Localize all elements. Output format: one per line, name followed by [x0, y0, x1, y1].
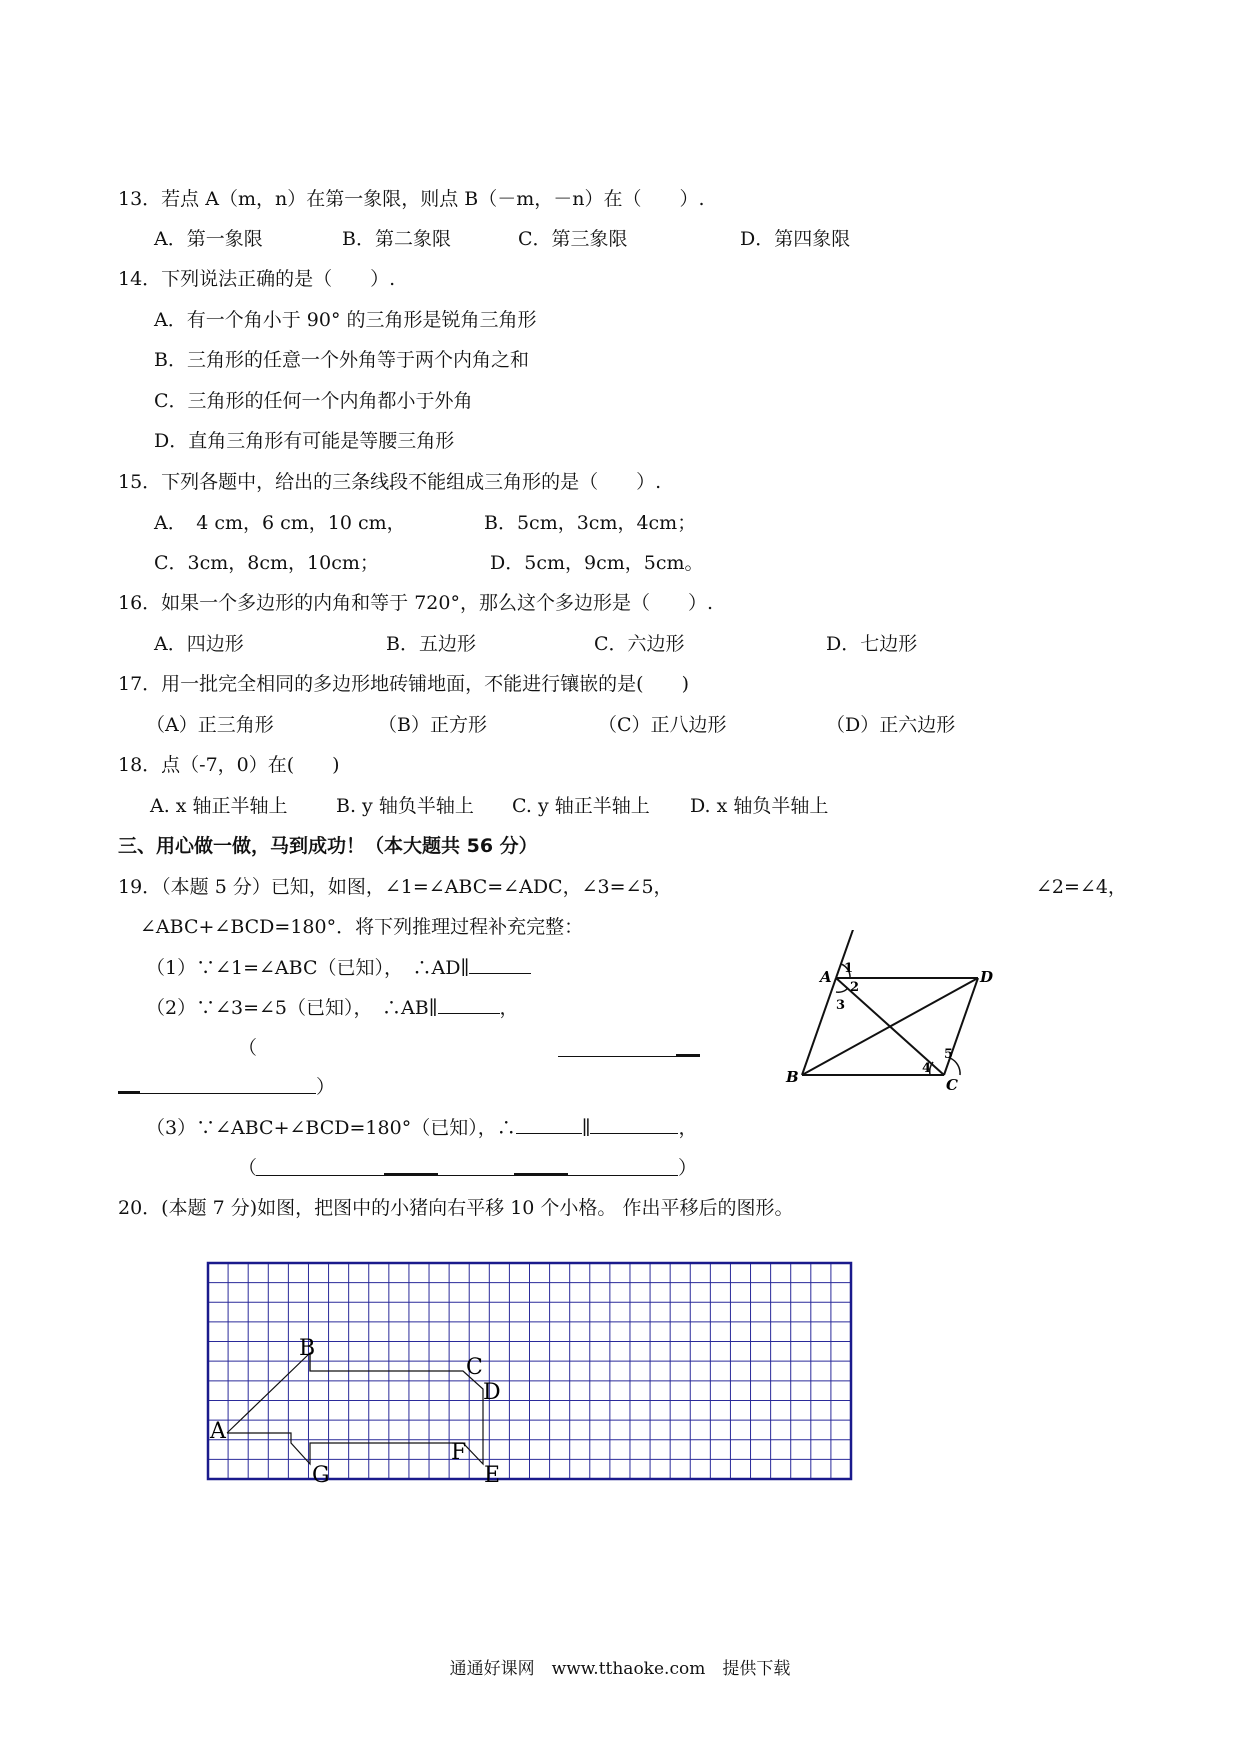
q19-step3-end: ， — [678, 1117, 698, 1139]
q19-step2 — [146, 995, 519, 1021]
q19-reason3-close: ） — [678, 1157, 698, 1179]
q20-grid-figure — [200, 1255, 870, 1487]
q19-reason3-blank[interactable] — [256, 1175, 678, 1176]
pig-shape — [227, 1353, 483, 1464]
figure-label-angle-5: 5 — [944, 1047, 954, 1062]
q16-option-a: A．四边形 — [154, 633, 244, 655]
q19-stem-right: ∠2=∠4， — [1036, 876, 1127, 898]
q13-option-b: B．第二象限 — [342, 228, 451, 250]
figure-label-a: A — [820, 968, 832, 986]
q19-step2-text: （2）∵∠3=∠5（已知）， ∴AB∥ — [146, 997, 438, 1019]
grid-label-c: C — [466, 1355, 483, 1380]
q16-option-c: C．六边形 — [594, 633, 685, 655]
q16-stem: 16．如果一个多边形的内角和等于 720°，那么这个多边形是（ ）. — [118, 592, 714, 614]
q14-option-c: C．三角形的任何一个内角都小于外角 — [154, 390, 473, 412]
q13-option-c: C．第三象限 — [518, 228, 628, 250]
q18-option-b: B. y 轴负半轴上 — [336, 795, 474, 817]
q16-option-d: D．七边形 — [826, 633, 918, 655]
grid-lines — [208, 1263, 851, 1479]
q18-option-c: C. y 轴正半轴上 — [512, 795, 650, 817]
q19-parallelogram-figure — [780, 930, 1010, 1100]
q19-step3-blank-b[interactable] — [590, 1115, 678, 1134]
q19-step3-blank-a[interactable] — [516, 1115, 582, 1134]
q18-stem: 18．点（-7，0）在( ) — [118, 754, 340, 776]
q15-option-b: B．5cm，3cm，4cm； — [484, 512, 697, 534]
q13-option-a: A．第一象限 — [154, 228, 263, 250]
q14-option-d: D．直角三角形有可能是等腰三角形 — [154, 430, 455, 452]
q19-step3-parallel: ∥ — [581, 1117, 591, 1139]
q17-option-d: （D）正六边形 — [826, 714, 956, 736]
q19-reason2-blank-mark — [676, 1054, 700, 1057]
figure-label-angle-3: 3 — [836, 998, 846, 1013]
q14-option-a: A．有一个角小于 90° 的三角形是锐角三角形 — [154, 309, 537, 331]
q19-reason3-mark-b — [514, 1173, 568, 1176]
q13-stem: 13．若点 A（m，n）在第一象限，则点 B（－m，－n）在（ ）. — [118, 188, 705, 210]
q15-stem: 15．下列各题中，给出的三条线段不能组成三角形的是（ ）. — [118, 471, 662, 493]
q16-option-b: B．五边形 — [386, 633, 476, 655]
q17-stem: 17．用一批完全相同的多边形地砖铺地面，不能进行镶嵌的是( ) — [118, 673, 690, 695]
q19-step1-blank[interactable] — [469, 955, 531, 974]
section3-heading: 三、用心做一做，马到成功！（本大题共 56 分） — [118, 835, 538, 857]
q19-step1-text: （1）∵∠1=∠ABC（已知）， ∴AD∥ — [146, 957, 470, 979]
q17-option-c: （C）正八边形 — [598, 714, 727, 736]
q19-step2-end: ， — [499, 997, 519, 1019]
grid-label-f: F — [451, 1440, 467, 1465]
q19-reason2-open: （ — [238, 1037, 258, 1059]
q19-step2-blank[interactable] — [438, 995, 500, 1014]
q19-reason3-mark-a — [384, 1173, 438, 1176]
q19-instruction: ∠ABC+∠BCD=180°．将下列推理过程补充完整： — [140, 916, 584, 938]
q14-option-b: B．三角形的任意一个外角等于两个内角之和 — [154, 349, 529, 371]
figure-label-angle-1: 1 — [844, 961, 854, 976]
q17-option-a: （A）正三角形 — [146, 714, 274, 736]
figure-label-d: D — [980, 968, 994, 986]
q18-option-d: D. x 轴负半轴上 — [690, 795, 829, 817]
q19-step3-text: （3）∵∠ABC+∠BCD=180°（已知），∴ — [146, 1117, 516, 1139]
q19-step1 — [146, 955, 531, 981]
grid-label-d: D — [483, 1380, 501, 1405]
q13-option-d: D．第四象限 — [740, 228, 851, 250]
page-footer: 通通好课网 www.tthaoke.com 提供下载 — [449, 1659, 791, 1679]
grid-label-b: B — [299, 1336, 316, 1361]
grid-label-e: E — [484, 1463, 501, 1487]
q18-option-a: A. x 轴正半轴上 — [150, 795, 288, 817]
q15-option-a: A． 4 cm，6 cm，10 cm， — [154, 512, 406, 534]
q20-stem: 20．(本题 7 分)如图，把图中的小猪向右平移 10 个小格。 作出平移后的图形。 — [118, 1197, 794, 1219]
q15-option-c: C．3cm，8cm，10cm； — [154, 552, 379, 574]
q17-option-b: （B）正方形 — [378, 714, 487, 736]
grid-label-a: A — [210, 1419, 226, 1444]
figure-label-angle-4: 4 — [922, 1061, 932, 1076]
q19-reason2-blank-b-mark — [118, 1091, 140, 1094]
q19-reason2-blank-b[interactable] — [118, 1093, 316, 1094]
figure-label-angle-2: 2 — [850, 980, 860, 995]
q19-reason3-open: （ — [238, 1157, 258, 1179]
q14-stem: 14．下列说法正确的是（ ）. — [118, 268, 396, 290]
grid-label-g: G — [312, 1463, 330, 1487]
q19-stem-left: 19．（本题 5 分）已知，如图，∠1=∠ABC=∠ADC，∠3=∠5， — [118, 876, 673, 898]
figure-label-b: B — [786, 1068, 799, 1086]
q19-reason2-close: ） — [316, 1076, 336, 1098]
q15-option-d: D．5cm，9cm，5cm。 — [490, 552, 704, 574]
figure-label-c: C — [946, 1076, 958, 1094]
q19-step3 — [146, 1115, 698, 1141]
